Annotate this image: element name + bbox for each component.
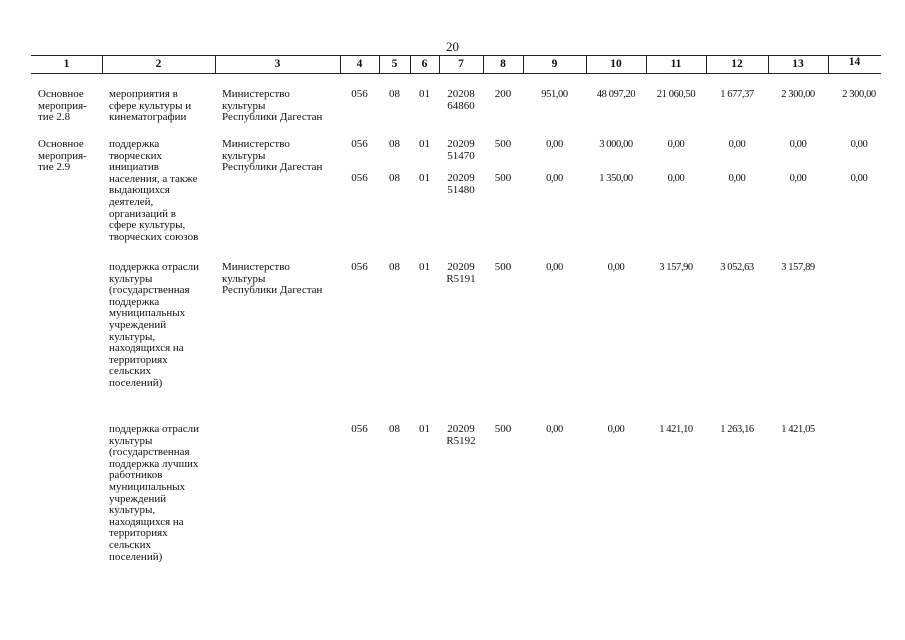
header-bottom-rule [31,73,881,74]
column-header: 5 [391,58,398,70]
cell-col10: 0,00 [607,424,625,435]
column-header: 11 [670,58,682,70]
column-header: 4 [356,58,363,70]
page-number: 20 [446,39,459,54]
cell-col5: 08 [389,423,400,435]
cell-col6: 01 [419,423,430,435]
column-header: 14 [848,56,861,68]
column-header: 13 [792,58,804,70]
cell-col7: 20209 R5192 [446,423,476,447]
cell-description: поддержка отрасли культуры (государственная поддержка муниципальных учреждений культуры, находящихся на территориях сельских поселений) [109,261,199,389]
cell-col10: 3 000,00 [599,139,633,150]
cell-col11: 0,00 [667,139,685,150]
cell-executor: Министерство культуры Республики Дагестан [222,138,323,174]
cell-col7: 20209 R5191 [446,261,476,285]
cell-description: поддержка творческих инициатив населения, а также выдающихся деятелей, организаций в сфере культуры, творческих союзов [109,138,199,243]
cell-col12: 1 677,37 [720,89,754,100]
cell-col10: 48 097,20 [596,89,636,100]
cell-executor: Министерство культуры Республики Дагестан [222,261,323,297]
cell-col9: 951,00 [541,89,568,100]
cell-col13: 0,00 [789,173,807,184]
column-header: 12 [731,58,743,70]
cell-col11: 0,00 [667,173,685,184]
cell-col4: 056 [351,172,368,184]
cell-col11: 1 421,10 [659,424,693,435]
cell-col4: 056 [351,138,368,150]
cell-col8: 500 [494,261,512,273]
column-header: 9 [551,58,558,70]
cell-col13: 0,00 [789,139,807,150]
cell-col14: 2 300,00 [842,89,876,100]
cell-event-name: Основное мероприя- тие 2.8 [38,88,87,124]
cell-col13: 3 157,89 [781,262,815,273]
cell-col5: 08 [389,88,400,100]
cell-col4: 056 [351,88,368,100]
cell-col4: 056 [351,261,368,273]
cell-col8: 200 [494,88,512,100]
column-header: 6 [421,58,428,70]
cell-col14: 0,00 [850,139,868,150]
cell-col4: 056 [351,423,368,435]
cell-col5: 08 [389,138,400,150]
column-header: 1 [63,58,70,70]
column-header: 10 [610,58,622,70]
cell-col8: 500 [494,138,512,150]
cell-col5: 08 [389,172,400,184]
cell-col10: 1 350,00 [599,173,633,184]
cell-col13: 1 421,05 [781,424,815,435]
cell-col12: 3 052,63 [720,262,754,273]
cell-col8: 500 [494,172,512,184]
column-header: 3 [274,58,281,70]
cell-col6: 01 [419,261,430,273]
cell-col9: 0,00 [546,424,563,435]
cell-col7: 20208 64860 [447,88,475,112]
cell-col9: 0,00 [546,139,563,150]
cell-col6: 01 [419,88,430,100]
cell-col5: 08 [389,261,400,273]
cell-col9: 0,00 [546,262,563,273]
cell-col6: 01 [419,138,430,150]
cell-col12: 0,00 [728,139,746,150]
column-header: 2 [155,58,162,70]
cell-col6: 01 [419,172,430,184]
cell-col12: 1 263,16 [720,424,754,435]
cell-col7: 20209 51480 [447,172,475,196]
cell-col10: 0,00 [607,262,625,273]
cell-description: поддержка отрасли культуры (государственная поддержка лучших работников муниципальных учреждений культуры, находящихся на территориях сельских поселений) [109,423,199,563]
cell-col7: 20209 51470 [447,138,475,162]
column-header: 7 [458,58,464,70]
cell-col8: 500 [494,423,512,435]
cell-col13: 2 300,00 [781,89,815,100]
cell-col14: 0,00 [850,173,868,184]
cell-col11: 21 060,50 [656,89,696,100]
column-header: 8 [500,58,506,70]
cell-event-name: Основное мероприя- тие 2.9 [38,138,87,174]
cell-col9: 0,00 [546,173,563,184]
cell-col11: 3 157,90 [659,262,693,273]
cell-executor: Министерство культуры Республики Дагестан [222,88,323,124]
cell-description: мероприятия в сфере культуры и кинематографии [109,88,192,124]
cell-col12: 0,00 [728,173,746,184]
